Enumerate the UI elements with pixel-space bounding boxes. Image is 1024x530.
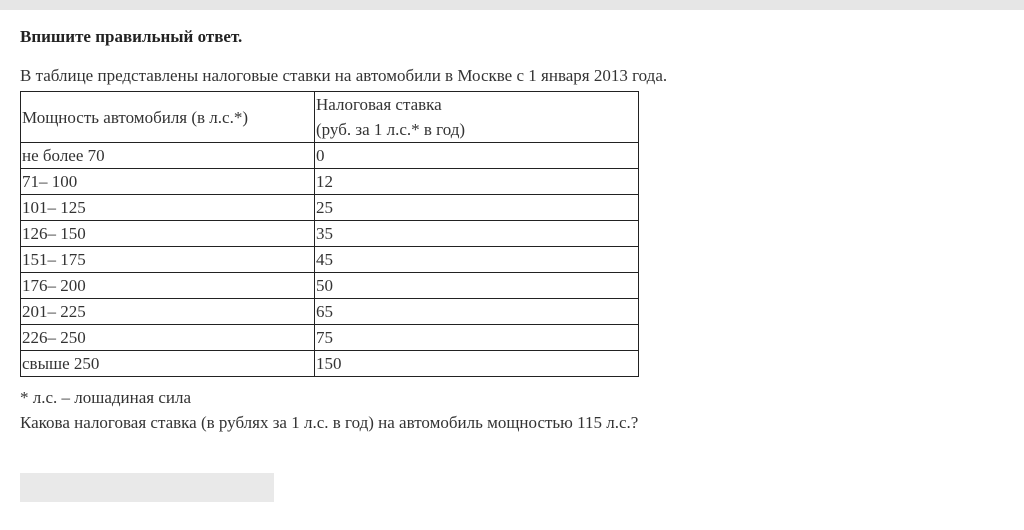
cell-power: 151– 175	[21, 247, 315, 273]
cell-rate: 150	[315, 351, 639, 377]
cell-power: 71– 100	[21, 169, 315, 195]
cell-power: 101– 125	[21, 195, 315, 221]
header-power: Мощность автомобиля (в л.с.*)	[21, 92, 315, 143]
table-row	[21, 195, 639, 221]
cell-rate: 12	[315, 169, 639, 195]
intro-text: В таблице представлены налоговые ставки на автомобили в Москве с 1 января 2013 года.	[20, 66, 668, 85]
cell-rate: 0	[315, 143, 639, 169]
table-row	[21, 143, 639, 169]
cell-power: 176– 200	[21, 273, 315, 299]
cell-rate: 45	[315, 247, 639, 273]
cell-power: не более 70	[21, 143, 315, 169]
question-text: Какова налоговая ставка (в рублях за 1 л.с. в год) на автомобиль мощностью 115 л.с.?	[20, 413, 639, 432]
table-row	[21, 325, 639, 351]
table-row	[21, 247, 639, 273]
answer-input[interactable]	[20, 473, 274, 502]
table-row	[21, 221, 639, 247]
cell-power: 126– 150	[21, 221, 315, 247]
cell-rate: 50	[315, 273, 639, 299]
table-row	[21, 299, 639, 325]
header-rate-line2: (руб. за 1 л.с.* в год)	[316, 120, 466, 139]
instruction-text: Впишите правильный ответ.	[20, 27, 243, 46]
cell-rate: 35	[315, 221, 639, 247]
cell-power: 201– 225	[21, 299, 315, 325]
header-rate-line1: Налоговая ставка	[316, 95, 442, 114]
cell-rate: 25	[315, 195, 639, 221]
cell-rate: 65	[315, 299, 639, 325]
header-rate	[315, 92, 639, 143]
table-row	[21, 351, 639, 377]
table-row	[21, 169, 639, 195]
cell-rate: 75	[315, 325, 639, 351]
cell-power: 226– 250	[21, 325, 315, 351]
table-header-row	[21, 92, 639, 143]
table-row	[21, 273, 639, 299]
tax-rate-table	[20, 91, 639, 377]
footnote-text: * л.с. – лошадиная сила	[20, 388, 192, 407]
cell-power: свыше 250	[21, 351, 315, 377]
top-bar	[0, 0, 1024, 10]
